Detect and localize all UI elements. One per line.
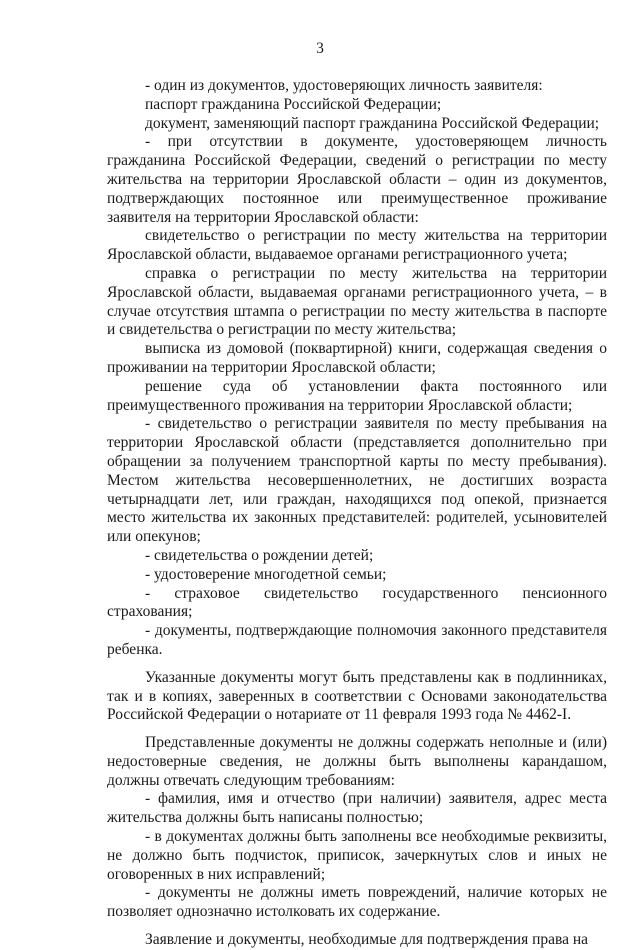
paragraph: - в документах должны быть заполнены все необходимые реквизиты, не должно быть подчисток, приписок, зачеркнутых слов и иных не оговоренных в них исправлений;: [107, 828, 607, 883]
paragraph: справка о регистрации по месту жительства на территории Ярославской области, выдаваемая органами регистрационного учета, – в случае отсутствия штампа о регистрации по месту жительства в паспорте и свидетельства о регистрации по месту жительства;: [107, 264, 607, 339]
paragraph: Заявление и документы, необходимые для подтверждения права на: [145, 931, 589, 949]
paragraph: - при отсутствии в документе, удостоверяющем личность гражданина Российской Федерации, сведений о регистрации по месту жительства на территории Ярославской области – один из документов, подтверждающих постоянное или преимущественное проживание заявителя на территории Ярославской области:: [107, 133, 607, 226]
paragraph: - свидетельство о регистрации заявителя по месту пребывания на территории Ярославской области (представляется дополнительно при обращении за получением транспортной карты по месту пребывания). Местом жительства несовершеннолетних, не достигших возраста четырнадцати лет, или граждан, находящихся под опекой, признается место жительства их законных представителей: родителей, усыновителей или опекунов;: [107, 415, 607, 546]
paragraph: паспорт гражданина Российской Федерации;: [145, 95, 442, 113]
page-number: 3: [316, 40, 324, 57]
paragraph: документ, заменяющий паспорт гражданина Российской Федерации;: [145, 114, 600, 132]
paragraph: - свидетельства о рождении детей;: [145, 546, 374, 564]
paragraph: - страховое свидетельство государственного пенсионного страхования;: [107, 584, 607, 621]
paragraph: выписка из домовой (поквартирной) книги, содержащая сведения о проживании на территории Ярославской области;: [107, 340, 607, 376]
paragraph: - документы, подтверждающие полномочия законного представителя ребенка.: [107, 622, 607, 658]
paragraph: - один из документов, удостоверяющих личность заявителя:: [145, 77, 543, 94]
paragraph: Указанные документы могут быть представлены как в подлинниках, так и в копиях, заверенных в соответствии с Основами законодательства Российской Федерации о нотариате от 11 февраля 1993 года № 4462-I.: [107, 668, 607, 724]
paragraph: решение суда об установлении факта постоянного или преимущественного проживания на территории Ярославской области;: [107, 377, 607, 414]
paragraph: свидетельство о регистрации по месту жительства на территории Ярославской области, выдаваемое органами регистрационного учета;: [107, 227, 607, 264]
document-body: [107, 77, 607, 950]
paragraph: - документы не должны иметь повреждений, наличие которых не позволяет однозначно истолковать их содержание.: [107, 884, 607, 921]
paragraph: - удостоверение многодетной семьи;: [145, 565, 387, 583]
paragraph: - фамилия, имя и отчество (при наличии) заявителя, адрес места жительства должны быть написаны полностью;: [107, 790, 607, 827]
paragraph: Представленные документы не должны содержать неполные и (или) недостоверные сведения, не должны быть выполнены карандашом, должны отвечать следующим требованиям:: [107, 734, 607, 789]
